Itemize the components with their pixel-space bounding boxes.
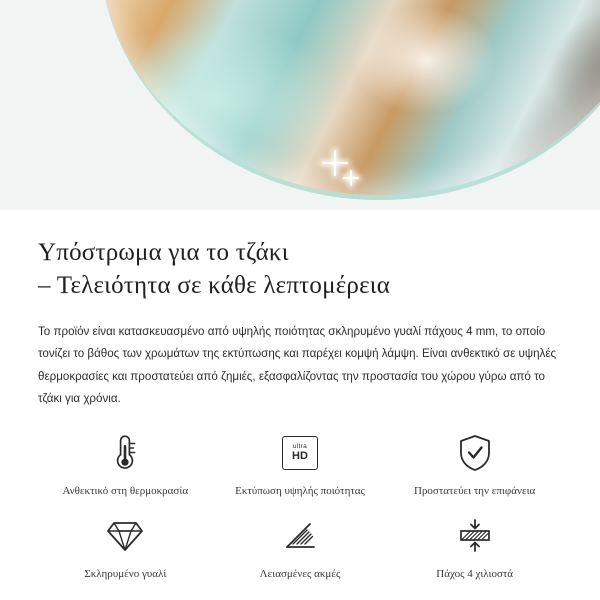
feature-label: Προστατεύει την επιφάνεια — [414, 484, 536, 497]
product-description-text: Το προϊόν είναι κατασκευασμένο από υψηλής ποιότητας σκληρυμένο γυαλί πάχους 4 mm, το οποίο τονίζει το βάθος των χρωμάτων της εκτύπωσης και παρέχει κομψή λάμψη. Είναι ανθεκτικό σε υψηλές θερμοκρασίες και προστατεύει από ζημιές, εξασφαλίζοντας την προστασία του χώρου γύρω από το τζάκι για χρόνια. — [38, 324, 557, 406]
content-area — [0, 210, 600, 581]
feature-label: Λειασμένες ακμές — [259, 568, 341, 581]
feature-item-thickness — [387, 514, 562, 581]
diamond-icon — [106, 514, 144, 558]
hero-image — [0, 0, 600, 210]
feature-item-tempered-glass — [38, 514, 213, 581]
shield-check-icon — [458, 431, 492, 475]
feature-item-temperature — [38, 431, 213, 498]
feature-label: Εκτύπωση υψηλής ποιότητας — [235, 484, 365, 497]
feature-label: Ανθεκτικό στη θερμοκρασία — [62, 484, 189, 497]
feature-grid — [38, 431, 562, 582]
feature-item-smooth-edges — [213, 514, 388, 581]
smooth-edges-icon — [283, 514, 317, 558]
feature-label: Πάχος 4 χιλιοστά — [436, 568, 514, 581]
thermometer-icon — [112, 431, 138, 475]
feature-label: Σκληρυμένο γυαλί — [84, 568, 167, 581]
ultra-hd-icon: ultra HD — [282, 431, 318, 475]
thickness-icon — [455, 514, 495, 558]
marble-glass-plate-icon — [100, 0, 600, 200]
feature-item-print-quality — [213, 431, 388, 498]
page-title-line-1: Υπόστρωμα για το τζάκι — [38, 239, 289, 266]
feature-item-surface-protection — [387, 431, 562, 498]
page-title-line-2: – Τελειότητα σε κάθε λεπτομέρεια — [38, 272, 391, 300]
page-title — [38, 236, 562, 303]
